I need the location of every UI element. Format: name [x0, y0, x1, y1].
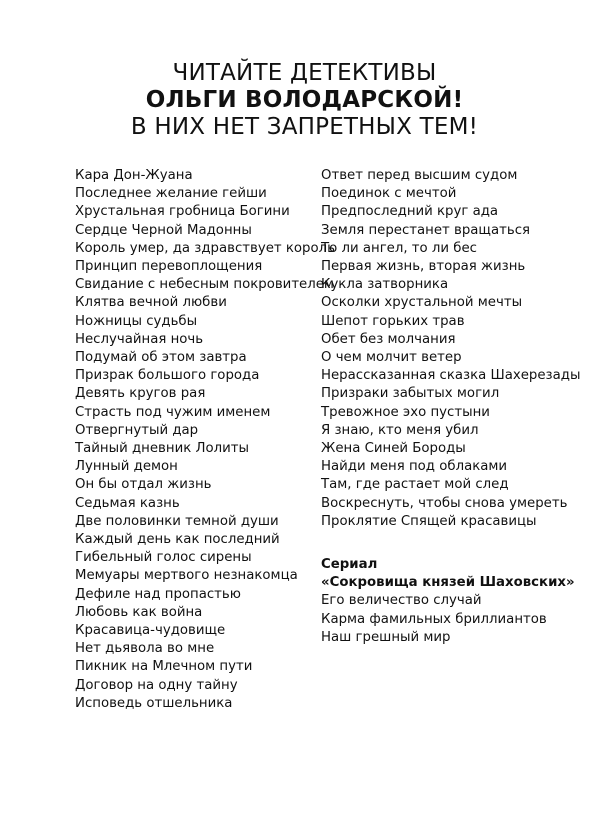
book-title: Лунный демон — [75, 459, 178, 475]
book-title: Любовь как война — [75, 604, 203, 620]
book-title: Призраки забытых могил — [321, 386, 500, 402]
book-title: Его величество случай — [321, 593, 482, 609]
book-title: Неслучайная ночь — [75, 331, 204, 347]
book-title: Обет без молчания — [321, 331, 456, 347]
book-title: Шепот горьких трав — [321, 313, 465, 329]
book-title: Мемуары мертвого незнакомца — [75, 568, 298, 584]
book-title: Карма фамильных бриллиантов — [321, 611, 547, 627]
book-title: Король умер, да здравствует король — [75, 240, 335, 256]
book-title: Седьмая казнь — [75, 495, 180, 511]
book-title: Клятва вечной любви — [75, 295, 227, 311]
book-title: Тайный дневник Лолиты — [75, 441, 249, 457]
book-title: Первая жизнь, вторая жизнь — [321, 259, 526, 275]
book-list-right — [321, 167, 581, 531]
book-title: Наш грешный мир — [321, 629, 451, 645]
book-title: Он бы отдал жизнь — [75, 477, 212, 493]
heading-line-author: ОЛЬГИ ВОЛОДАРСКОЙ! — [145, 87, 464, 113]
book-title: Гибельный голос сирены — [75, 550, 252, 566]
book-title: Там, где растает мой след — [321, 477, 509, 493]
book-title: Проклятие Спящей красавицы — [321, 513, 537, 529]
book-title: О чем молчит ветер — [321, 350, 462, 366]
book-title: Кара Дон-Жуана — [75, 168, 193, 183]
book-title: То ли ангел, то ли бес — [321, 240, 477, 256]
book-title: Призрак большого города — [75, 368, 260, 384]
book-title: Принцип перевоплощения — [75, 259, 263, 275]
book-title: Страсть под чужим именем — [75, 404, 271, 420]
book-title: Воскреснуть, чтобы снова умереть — [321, 495, 568, 511]
book-title: Последнее желание гейши — [75, 186, 267, 202]
book-title: Девять кругов рая — [75, 386, 206, 402]
book-title: Тревожное эхо пустыни — [321, 404, 490, 420]
series-block — [321, 556, 581, 647]
book-title: Ножницы судьбы — [75, 313, 198, 329]
book-title: Красавица-чудовище — [75, 623, 226, 639]
page-heading — [0, 60, 609, 141]
book-title: Две половинки темной души — [75, 513, 279, 529]
book-title: Каждый день как последний — [75, 532, 280, 548]
book-title: Кукла затворника — [321, 277, 449, 293]
book-title: Ответ перед высшим судом — [321, 168, 518, 183]
book-title: Предпоследний круг ада — [321, 204, 499, 220]
book-title: Дефиле над пропастью — [75, 586, 241, 602]
series-label: Сериал — [321, 557, 378, 572]
book-title: Поединок с мечтой — [321, 186, 457, 202]
book-title: Сердце Черной Мадонны — [75, 222, 252, 238]
book-title: Исповедь отшельника — [75, 695, 233, 711]
book-title: Нет дьявола во мне — [75, 641, 215, 657]
book-title: Осколки хрустальной мечты — [321, 295, 523, 311]
book-title: Найди меня под облаками — [321, 459, 508, 475]
book-title: Отвергнутый дар — [75, 422, 199, 438]
book-title: Хрустальная гробница Богини — [75, 204, 290, 220]
heading-line-1: ЧИТАЙТЕ ДЕТЕКТИВЫ — [172, 60, 437, 86]
book-list-left — [75, 167, 335, 713]
series-book-list — [321, 592, 581, 647]
book-title: Договор на одну тайну — [75, 677, 238, 693]
book-title: Жена Синей Бороды — [321, 441, 466, 457]
book-title: Земля перестанет вращаться — [321, 222, 530, 238]
heading-line-3: В НИХ НЕТ ЗАПРЕТНЫХ ТЕМ! — [130, 114, 479, 140]
series-name: «Сокровища князей Шаховских» — [321, 575, 575, 591]
book-title: Свидание с небесным покровителем — [75, 277, 334, 293]
book-title: Я знаю, кто меня убил — [321, 422, 479, 438]
book-title: Подумай об этом завтра — [75, 350, 247, 366]
book-title: Нерассказанная сказка Шахерезады — [321, 368, 581, 384]
book-title: Пикник на Млечном пути — [75, 659, 253, 675]
